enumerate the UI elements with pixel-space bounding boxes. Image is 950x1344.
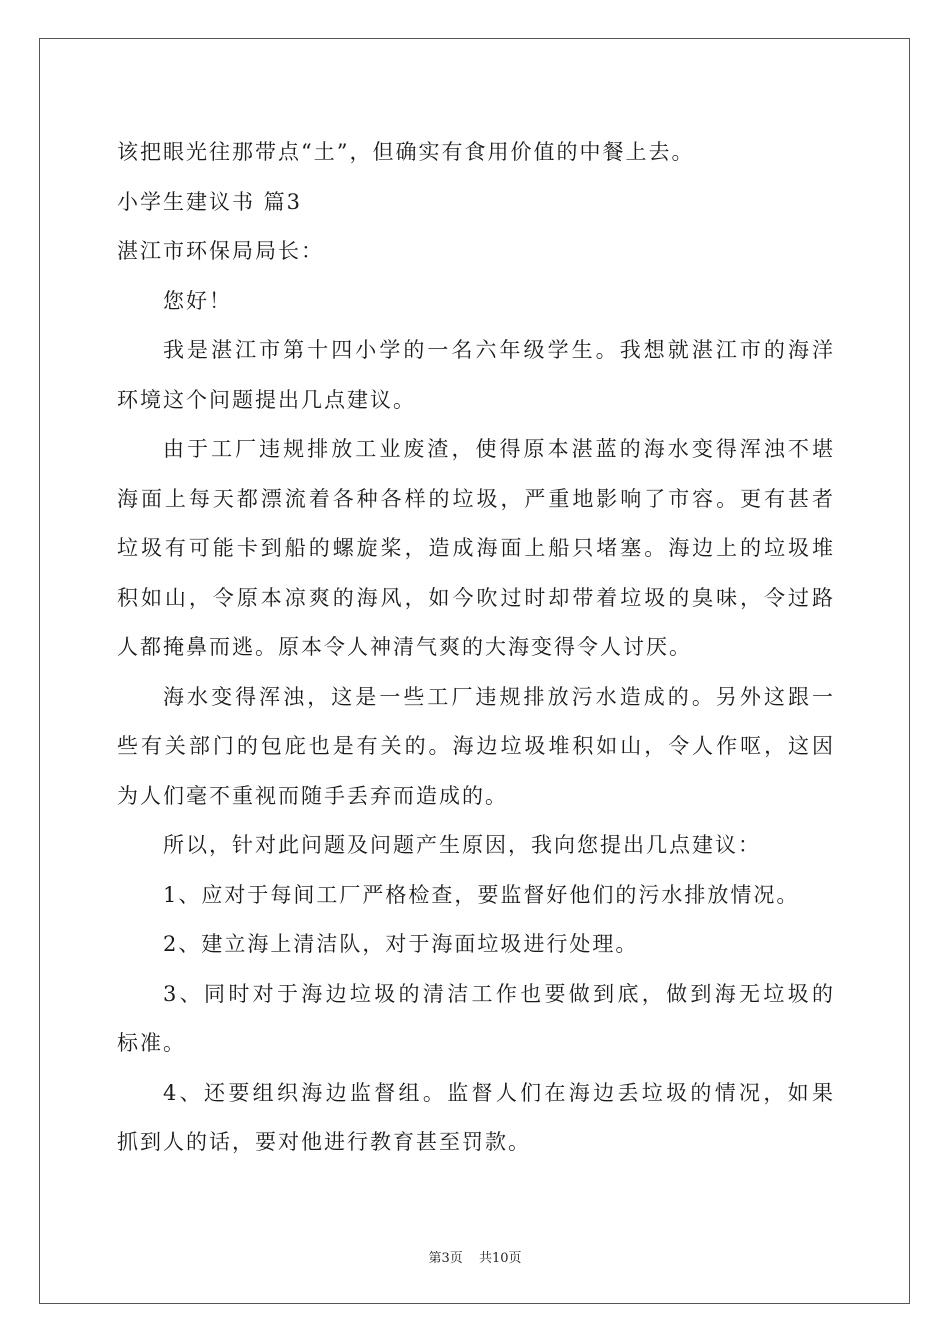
suggestion-item-2: 2、建立海上清洁队，对于海面垃圾进行处理。 [163,932,639,956]
text-line: 人都掩鼻而逃。原本令人神清气爽的大海变得令人讨厌。 [117,635,692,659]
text-line: 该把眼光往那带点“土”，但确实有食用价值的中餐上去。 [117,140,695,164]
document-body [117,128,833,1168]
text-line: 抓到人的话，要对他进行教育甚至罚款。 [117,1130,531,1154]
page-number: 第3页 [428,1251,463,1266]
text-line: 为人们毫不重视而随手丢弃而造成的。 [117,783,508,808]
text-line: 垃圾有可能卡到船的螺旋桨，造成海面上船只堵塞。海边上的垃圾堆 [117,536,833,560]
text-line: 由于工厂违规排放工业废渣，使得原本湛蓝的海水变得浑浊不堪 [163,437,833,461]
section-heading: 小学生建议书 篇3 [117,189,303,214]
suggestion-item-4: 4、还要组织海边监督组。监督人们在海边丢垃圾的情况，如果 [163,1080,833,1105]
text-line: 些有关部门的包庇也是有关的。海边垃圾堆积如山，令人作呕，这因 [117,734,833,758]
suggestion-item-3: 3、同时对于海边垃圾的清洁工作也要做到底，做到海无垃圾的 [163,981,833,1006]
page-footer [0,1247,950,1266]
text-line: 标准。 [117,1031,186,1055]
text-line: 积如山，令原本凉爽的海风，如今吹过时却带着垃圾的臭味，令过路 [117,585,833,610]
suggestion-item-1: 1、应对于每间工厂严格检查，要监督好他们的污水排放情况。 [163,882,800,907]
text-line: 海水变得浑浊，这是一些工厂违规排放污水造成的。另外这跟一 [163,684,833,709]
text-line: 海面上每天都漂流着各种各样的垃圾，严重地影响了市容。更有甚者 [117,486,833,511]
text-line: 所以，针对此问题及问题产生原因，我向您提出几点建议： [163,833,761,857]
salutation-recipient: 湛江市环保局局长： [117,239,324,263]
text-line: 环境这个问题提出几点建议。 [117,387,416,412]
text-line: 我是湛江市第十四小学的一名六年级学生。我想就湛江市的海洋 [163,338,833,362]
greeting: 您好！ [163,288,232,313]
page-total: 共10页 [478,1251,522,1266]
